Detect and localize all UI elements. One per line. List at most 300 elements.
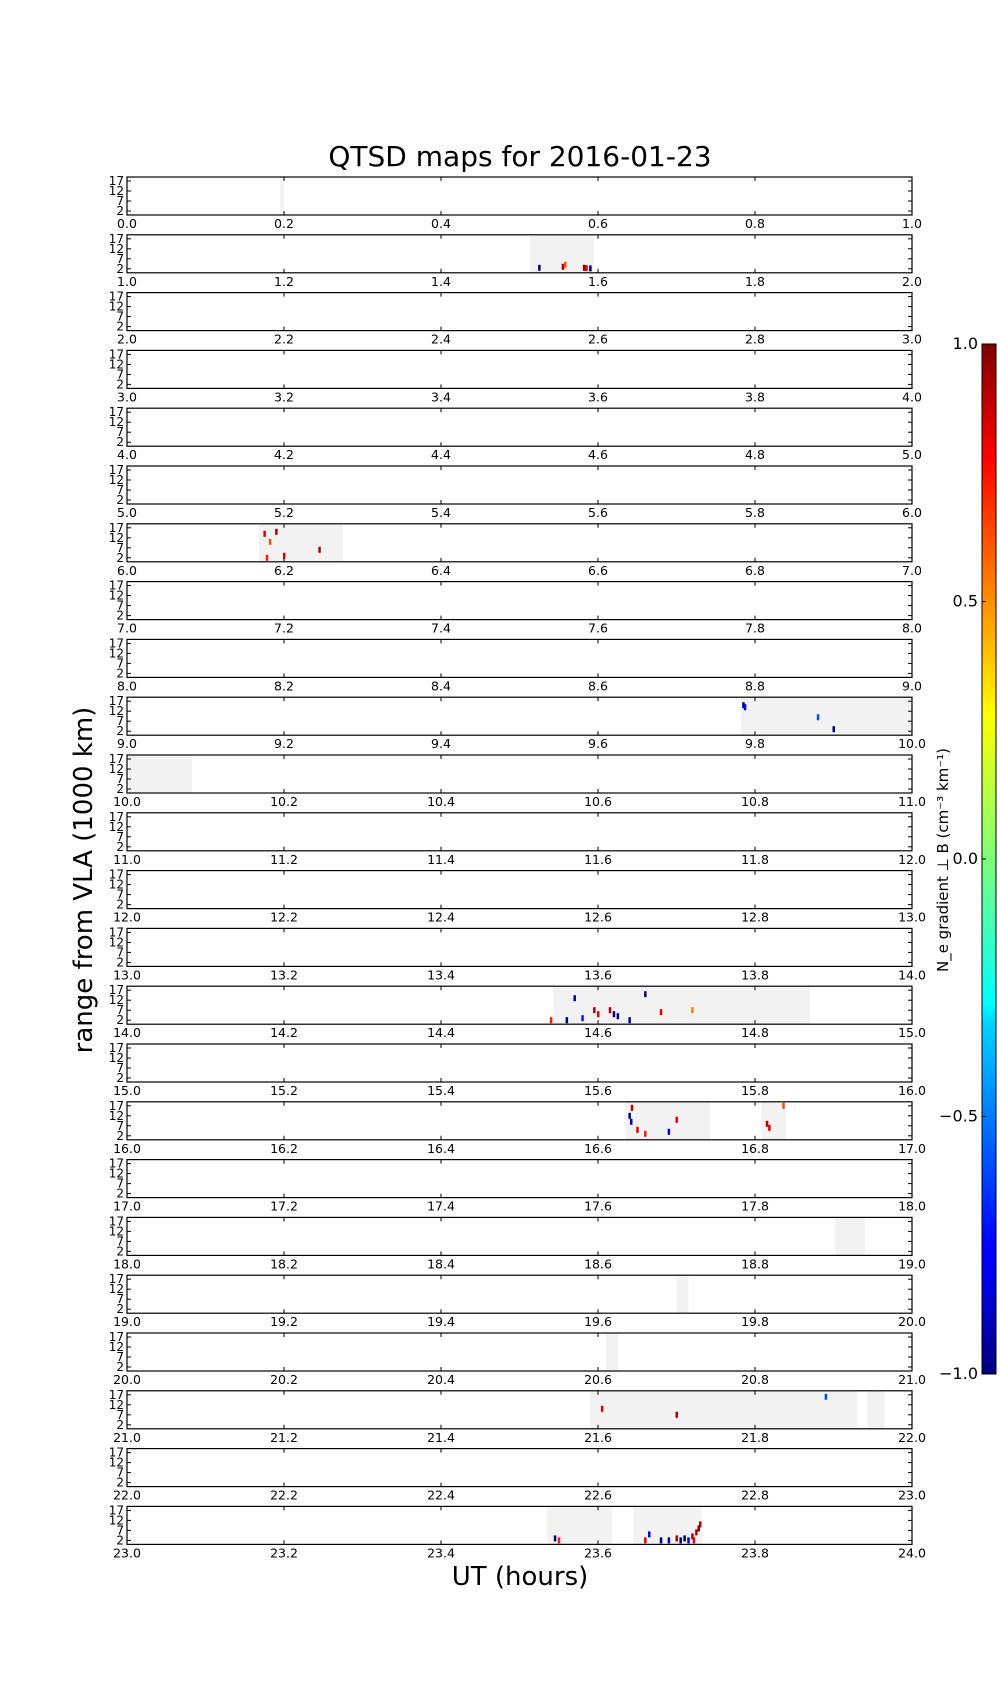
x-tick-label: 18.0 [113, 1256, 141, 1272]
x-tick-label: 12.8 [741, 909, 769, 925]
y-tick-label: 2 [116, 666, 124, 681]
y-tick-label: 17 [108, 925, 124, 940]
y-tick-label: 7 [116, 251, 124, 266]
x-tick-label: 9.2 [274, 736, 294, 752]
data-point [266, 555, 269, 561]
data-point [660, 1009, 663, 1015]
x-tick-label: 14.2 [270, 1025, 298, 1041]
colorbar-tick-label: 0.5 [952, 591, 978, 611]
x-tick-label: 7.0 [117, 620, 137, 636]
x-tick-label: 7.6 [588, 620, 608, 636]
data-point [581, 1015, 584, 1021]
y-tick-label: 12 [108, 588, 124, 603]
y-tick-label: 7 [116, 367, 124, 382]
data-point [550, 1017, 553, 1023]
x-tick-label: 0.6 [588, 216, 608, 231]
x-tick-label: 11.6 [584, 851, 612, 867]
x-tick-label: 19.0 [898, 1256, 926, 1272]
x-tick-label: 23.2 [270, 1545, 298, 1561]
y-tick-label: 12 [108, 1051, 124, 1065]
data-point [318, 547, 321, 553]
panel-5 [109, 463, 922, 520]
y-tick-label: 12 [108, 530, 124, 545]
x-tick-label: 12.4 [427, 909, 455, 925]
y-tick-label: 17 [108, 463, 124, 477]
data-point [644, 1537, 647, 1543]
x-tick-label: 6.6 [588, 562, 608, 578]
panel-10 [109, 752, 926, 809]
x-tick-label: 16.6 [584, 1140, 612, 1156]
y-tick-label: 7 [116, 1523, 124, 1538]
y-tick-label: 2 [116, 1302, 124, 1317]
y-tick-label: 2 [116, 608, 124, 623]
y-tick-label: 7 [116, 1176, 124, 1191]
y-tick-label: 17 [108, 1272, 124, 1287]
y-tick-label: 17 [108, 520, 124, 535]
x-tick-label: 20.0 [898, 1314, 926, 1330]
y-axis-label: range from VLA (1000 km) [69, 706, 99, 1054]
x-tick-label: 3.2 [274, 389, 294, 405]
panel-6 [109, 521, 922, 578]
x-tick-label: 3.0 [117, 389, 137, 405]
y-tick-label: 17 [108, 578, 124, 593]
data-point [585, 265, 588, 271]
coverage-region [867, 1391, 884, 1429]
x-tick-label: 0.4 [431, 216, 451, 231]
x-tick-label: 16.4 [427, 1140, 455, 1156]
data-point [699, 1521, 702, 1527]
x-tick-label: 21.0 [898, 1372, 926, 1387]
x-tick-label: 14.0 [898, 967, 926, 983]
x-tick-label: 10.4 [427, 794, 455, 809]
y-tick-label: 12 [108, 1108, 124, 1123]
x-tick-label: 22.6 [584, 1487, 612, 1503]
y-tick-label: 17 [108, 752, 124, 766]
x-tick-label: 13.8 [741, 967, 769, 983]
x-tick-label: 1.0 [117, 273, 137, 289]
data-point [538, 265, 541, 271]
x-tick-label: 17.8 [741, 1198, 769, 1214]
x-tick-label: 14.6 [584, 1025, 612, 1041]
x-tick-label: 3.0 [902, 331, 922, 347]
y-tick-label: 17 [108, 1445, 124, 1460]
x-tick-label: 10.0 [113, 794, 141, 809]
x-tick-label: 10.0 [898, 736, 926, 752]
panel-19 [109, 1272, 926, 1329]
x-tick-label: 21.0 [113, 1429, 141, 1445]
y-tick-label: 2 [116, 897, 124, 912]
x-tick-label: 4.2 [274, 447, 294, 463]
data-point [744, 704, 747, 710]
panel-frame [127, 755, 912, 793]
y-tick-label: 2 [116, 377, 124, 392]
y-tick-label: 17 [108, 1503, 124, 1518]
x-tick-label: 5.0 [902, 447, 922, 463]
y-tick-label: 2 [116, 204, 124, 218]
data-point [573, 995, 576, 1001]
data-point [564, 262, 567, 268]
x-tick-label: 20.2 [270, 1372, 298, 1387]
x-tick-label: 7.8 [745, 620, 765, 636]
data-point [275, 529, 278, 535]
data-point [687, 1537, 690, 1543]
y-tick-label: 2 [116, 1128, 124, 1143]
x-tick-label: 12.6 [584, 909, 612, 925]
x-tick-label: 5.4 [431, 505, 451, 520]
x-tick-label: 5.8 [745, 505, 765, 520]
data-point [630, 1119, 633, 1125]
x-tick-label: 8.0 [117, 678, 137, 694]
data-point [558, 1537, 561, 1543]
y-tick-label: 7 [116, 945, 124, 960]
x-tick-label: 16.0 [898, 1083, 926, 1098]
data-point [593, 1007, 596, 1013]
x-tick-label: 19.4 [427, 1314, 455, 1330]
x-tick-label: 22.4 [427, 1487, 455, 1503]
y-tick-label: 12 [108, 993, 124, 1008]
x-tick-label: 15.6 [584, 1083, 612, 1098]
x-tick-label: 22.8 [741, 1487, 769, 1503]
x-tick-label: 18.0 [898, 1198, 926, 1214]
y-tick-label: 17 [108, 1156, 124, 1171]
panel-frame [127, 1506, 912, 1544]
panel-7 [109, 579, 922, 636]
data-point [628, 1113, 631, 1119]
panel-frame [127, 1333, 912, 1371]
x-tick-label: 1.2 [274, 273, 294, 289]
x-tick-label: 23.6 [584, 1545, 612, 1561]
y-tick-label: 7 [116, 772, 124, 786]
y-tick-label: 7 [116, 540, 124, 555]
chart-title: QTSD maps for 2016-01-23 [328, 140, 712, 173]
y-tick-label: 12 [108, 819, 124, 834]
y-tick-label: 17 [108, 405, 124, 420]
x-tick-label: 16.0 [113, 1140, 141, 1156]
x-tick-label: 8.6 [588, 678, 608, 694]
x-tick-label: 2.6 [588, 331, 608, 347]
x-tick-label: 13.0 [113, 967, 141, 983]
y-tick-label: 17 [108, 347, 124, 362]
x-tick-label: 8.2 [274, 678, 294, 694]
data-point [644, 991, 647, 997]
x-tick-label: 13.4 [427, 967, 455, 983]
x-tick-label: 17.6 [584, 1198, 612, 1214]
data-point [660, 1537, 663, 1543]
panel-frame [127, 639, 912, 677]
y-tick-label: 12 [108, 1224, 124, 1239]
y-tick-label: 7 [116, 1118, 124, 1133]
y-tick-label: 2 [116, 1186, 124, 1201]
panel-frame [127, 235, 912, 273]
x-tick-label: 9.0 [902, 678, 922, 694]
panel-frame [127, 928, 912, 966]
panel-12 [109, 868, 926, 925]
x-tick-label: 16.8 [741, 1140, 769, 1156]
x-tick-label: 10.2 [270, 794, 298, 809]
panel-4 [109, 405, 922, 462]
panel-14 [109, 983, 926, 1040]
colorbar [934, 334, 996, 1383]
x-tick-label: 15.4 [427, 1083, 455, 1098]
coverage-region [129, 755, 193, 793]
x-tick-label: 22.0 [113, 1487, 141, 1503]
panel-13 [109, 925, 926, 982]
data-point [263, 531, 266, 537]
x-tick-label: 11.4 [427, 851, 455, 867]
x-tick-label: 21.8 [741, 1429, 769, 1445]
panel-frame [127, 1449, 912, 1487]
x-tick-label: 22.0 [898, 1429, 926, 1445]
x-tick-label: 23.0 [898, 1487, 926, 1503]
x-tick-label: 3.8 [745, 389, 765, 405]
y-tick-label: 2 [116, 435, 124, 450]
panel-0 [109, 174, 922, 231]
data-point [583, 265, 586, 271]
coverage-region [677, 1275, 689, 1313]
x-tick-label: 17.2 [270, 1198, 298, 1214]
y-tick-label: 12 [108, 1166, 124, 1181]
y-tick-label: 12 [108, 935, 124, 950]
x-tick-label: 20.0 [113, 1372, 141, 1387]
x-tick-label: 21.4 [427, 1429, 455, 1445]
y-tick-label: 12 [108, 184, 124, 198]
x-tick-label: 1.6 [588, 273, 608, 289]
y-tick-label: 2 [116, 1071, 124, 1085]
x-tick-label: 23.0 [113, 1545, 141, 1561]
data-point [768, 1125, 771, 1131]
x-tick-label: 11.2 [270, 851, 298, 867]
data-point [668, 1129, 671, 1135]
x-tick-label: 3.6 [588, 389, 608, 405]
x-tick-label: 20.6 [584, 1372, 612, 1387]
data-point [609, 1007, 612, 1013]
y-tick-label: 2 [116, 319, 124, 334]
x-tick-label: 20.8 [741, 1372, 769, 1387]
x-tick-label: 10.8 [741, 794, 769, 809]
data-point [631, 1105, 634, 1111]
y-tick-label: 7 [116, 483, 124, 497]
data-point [766, 1121, 769, 1127]
coverage-region [741, 697, 912, 735]
x-tick-label: 19.8 [741, 1314, 769, 1330]
y-tick-label: 12 [108, 762, 124, 776]
x-tick-label: 13.0 [898, 909, 926, 925]
data-point [693, 1537, 696, 1543]
y-tick-label: 17 [108, 1041, 124, 1055]
x-tick-label: 7.4 [431, 620, 451, 636]
x-tick-label: 0.0 [117, 216, 137, 231]
x-tick-label: 8.4 [431, 678, 451, 694]
data-point [644, 1131, 647, 1137]
y-tick-label: 17 [108, 1387, 124, 1402]
panel-frame [127, 1275, 912, 1313]
x-tick-label: 1.8 [745, 273, 765, 289]
panel-frame [127, 1160, 912, 1198]
y-tick-label: 17 [108, 289, 124, 304]
panel-frame [127, 582, 912, 620]
x-tick-label: 4.0 [902, 389, 922, 405]
panel-3 [109, 347, 922, 404]
y-tick-label: 2 [116, 724, 124, 739]
y-tick-label: 17 [108, 694, 124, 709]
x-tick-label: 4.6 [588, 447, 608, 463]
x-tick-label: 6.0 [902, 505, 922, 520]
panel-21 [109, 1388, 926, 1445]
data-point [269, 539, 272, 545]
panel-stack [109, 174, 926, 1560]
y-tick-label: 17 [108, 174, 124, 188]
x-tick-label: 13.6 [584, 967, 612, 983]
x-tick-label: 1.4 [431, 273, 451, 289]
x-tick-label: 5.0 [117, 505, 137, 520]
y-tick-label: 12 [108, 473, 124, 487]
data-point [679, 1537, 682, 1543]
data-point [683, 1535, 686, 1541]
x-tick-label: 19.0 [113, 1314, 141, 1330]
y-tick-label: 12 [108, 1513, 124, 1528]
x-tick-label: 8.8 [745, 678, 765, 694]
panel-frame [127, 813, 912, 851]
x-tick-label: 8.0 [902, 620, 922, 636]
x-tick-label: 11.8 [741, 851, 769, 867]
x-tick-label: 14.0 [113, 1025, 141, 1041]
y-tick-label: 12 [108, 241, 124, 256]
y-tick-label: 12 [108, 415, 124, 430]
data-point [782, 1103, 785, 1109]
colorbar-tick-label: 0.0 [952, 849, 978, 868]
colorbar-label: N_e gradient ⊥ B (cm⁻³ km⁻¹) [934, 747, 952, 973]
x-tick-label: 5.6 [588, 505, 608, 520]
x-tick-label: 19.6 [584, 1314, 612, 1330]
x-tick-label: 2.0 [902, 273, 922, 289]
panel-16 [109, 1099, 926, 1156]
y-tick-label: 17 [108, 231, 124, 246]
x-tick-label: 12.0 [898, 851, 926, 867]
x-tick-label: 15.2 [270, 1083, 298, 1098]
data-point [648, 1531, 651, 1537]
panel-frame [127, 177, 912, 215]
y-tick-label: 7 [116, 656, 124, 671]
x-tick-label: 12.0 [113, 909, 141, 925]
panel-frame [127, 1044, 912, 1082]
x-tick-label: 9.0 [117, 736, 137, 752]
x-tick-label: 18.2 [270, 1256, 298, 1272]
data-point [668, 1537, 671, 1543]
y-tick-label: 7 [116, 1350, 124, 1364]
x-tick-label: 0.8 [745, 216, 765, 231]
x-tick-label: 9.6 [588, 736, 608, 752]
y-tick-label: 7 [116, 309, 124, 324]
panel-8 [109, 636, 922, 693]
x-tick-label: 12.2 [270, 909, 298, 925]
panel-9 [109, 694, 926, 751]
y-tick-label: 7 [116, 1292, 124, 1307]
colorbar-tick-label: −1.0 [939, 1364, 978, 1383]
y-tick-label: 2 [116, 1417, 124, 1432]
x-tick-label: 9.4 [431, 736, 451, 752]
data-point [817, 714, 820, 720]
x-tick-label: 19.2 [270, 1314, 298, 1330]
y-tick-label: 2 [116, 839, 124, 854]
y-tick-label: 7 [116, 425, 124, 440]
panel-22 [109, 1446, 926, 1503]
x-tick-label: 6.4 [431, 562, 451, 578]
data-point [613, 1011, 616, 1017]
y-tick-label: 2 [116, 1475, 124, 1490]
y-tick-label: 2 [116, 1533, 124, 1548]
y-tick-label: 7 [116, 714, 124, 729]
x-axis-label: UT (hours) [451, 1562, 589, 1592]
y-tick-label: 7 [116, 829, 124, 844]
x-tick-label: 23.8 [741, 1545, 769, 1561]
panel-frame [127, 524, 912, 562]
y-tick-label: 7 [116, 1003, 124, 1018]
coverage-region [280, 177, 284, 215]
panel-frame [127, 871, 912, 909]
y-tick-label: 12 [108, 299, 124, 314]
y-tick-label: 2 [116, 550, 124, 565]
x-tick-label: 1.0 [902, 216, 922, 231]
panel-frame [127, 466, 912, 504]
y-tick-label: 2 [116, 1244, 124, 1259]
y-tick-label: 2 [116, 955, 124, 970]
y-tick-label: 7 [116, 1061, 124, 1075]
data-point [628, 1017, 631, 1023]
x-tick-label: 15.8 [741, 1083, 769, 1098]
panel-18 [109, 1214, 926, 1271]
x-tick-label: 10.6 [584, 794, 612, 809]
y-tick-label: 12 [108, 646, 124, 661]
x-tick-label: 5.2 [274, 505, 294, 520]
x-tick-label: 22.2 [270, 1487, 298, 1503]
x-tick-label: 6.8 [745, 562, 765, 578]
panel-15 [109, 1041, 926, 1098]
y-tick-label: 12 [108, 1455, 124, 1470]
coverage-region [606, 1333, 619, 1371]
y-tick-label: 17 [108, 809, 124, 824]
x-tick-label: 7.0 [902, 562, 922, 578]
y-tick-label: 7 [116, 1465, 124, 1480]
x-tick-label: 7.2 [274, 620, 294, 636]
y-tick-label: 2 [116, 1360, 124, 1374]
data-point [597, 1011, 600, 1017]
x-tick-label: 17.0 [898, 1140, 926, 1156]
y-tick-label: 12 [108, 357, 124, 372]
panel-20 [109, 1330, 926, 1387]
data-point [566, 1017, 569, 1023]
y-tick-label: 17 [108, 1330, 124, 1344]
panel-frame [127, 1217, 912, 1255]
panel-frame [127, 408, 912, 446]
data-point [676, 1117, 679, 1123]
y-tick-label: 12 [108, 1340, 124, 1354]
x-tick-label: 9.8 [745, 736, 765, 752]
x-tick-label: 2.4 [431, 331, 451, 347]
y-tick-label: 17 [108, 636, 124, 651]
x-tick-label: 2.8 [745, 331, 765, 347]
x-tick-label: 2.0 [117, 331, 137, 347]
x-tick-label: 15.0 [898, 1025, 926, 1041]
x-tick-label: 21.6 [584, 1429, 612, 1445]
y-tick-label: 7 [116, 1234, 124, 1249]
x-tick-label: 18.4 [427, 1256, 455, 1272]
colorbar-tick-label: −0.5 [939, 1106, 978, 1126]
data-point [617, 1013, 620, 1019]
coverage-region [835, 1217, 865, 1255]
x-tick-label: 15.0 [113, 1083, 141, 1098]
panel-frame [127, 350, 912, 388]
panel-1 [109, 232, 922, 289]
